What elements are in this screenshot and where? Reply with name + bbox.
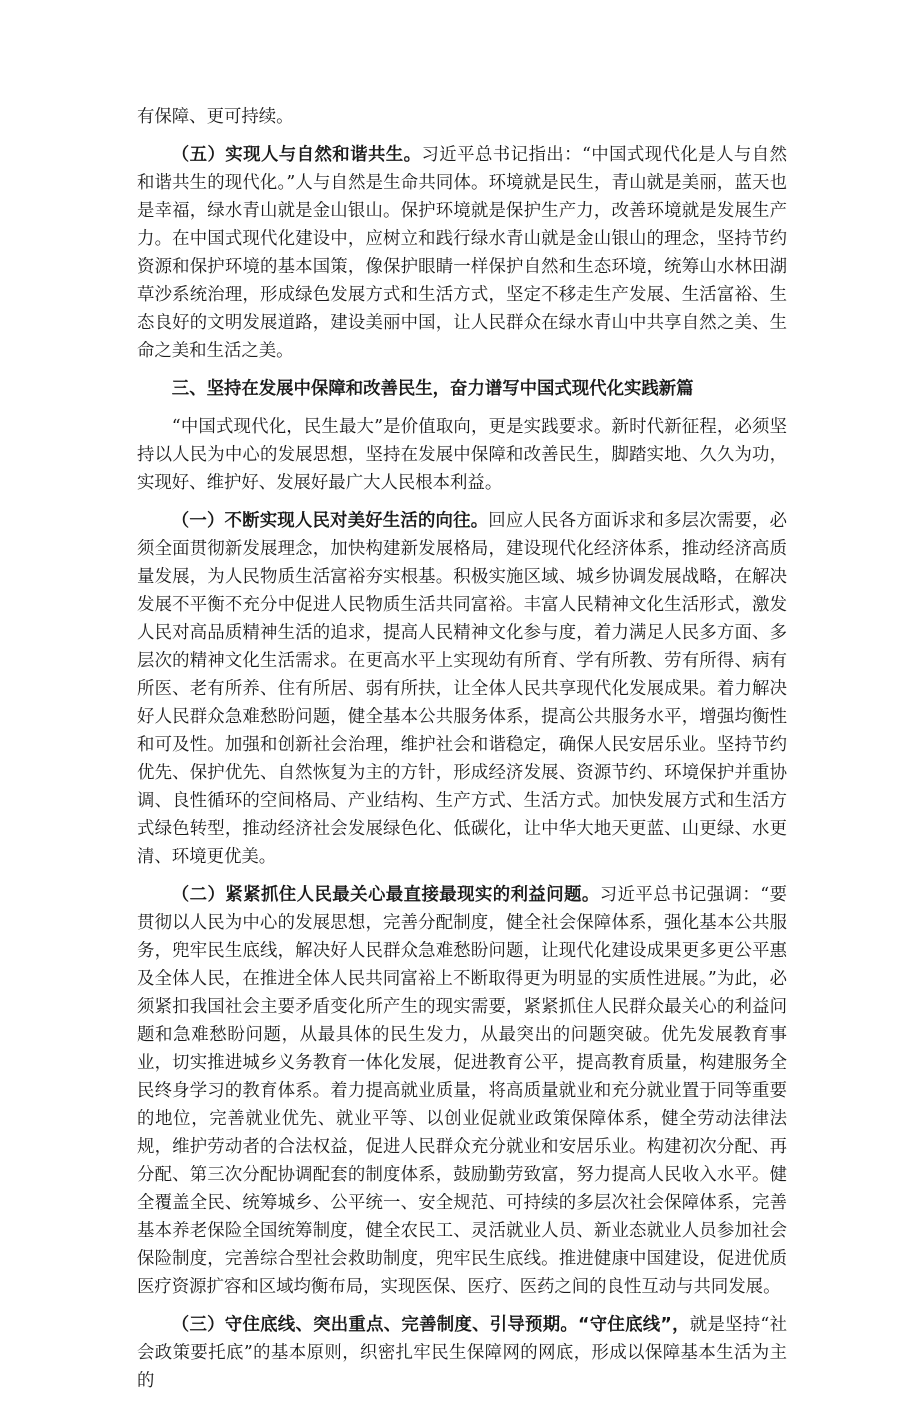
- section-heading: 三、坚持在发展中保障和改善民生，奋力谱写中国式现代化实践新篇: [171, 379, 694, 399]
- paragraph-better-life: [137, 507, 787, 871]
- paragraph-lead: （五）实现人与自然和谐共生。: [171, 145, 422, 165]
- paragraph-lead: （三）守住底线、突出重点、完善制度、引导预期。“守住底线”，: [171, 1315, 690, 1335]
- paragraph-text: 有保障、更可持续。: [137, 107, 294, 127]
- paragraph-lead: （一）不断实现人民对美好生活的向往。: [171, 511, 489, 531]
- paragraph-interest-issues: [137, 881, 787, 1301]
- paragraph-lead: （二）紧紧抓住人民最关心最直接最现实的利益问题。: [171, 885, 600, 905]
- paragraph-continuation: [137, 103, 787, 131]
- paragraph-bottom-line: [137, 1311, 787, 1395]
- paragraph-text: 习近平总书记强调：“要贯彻以人民为中心的发展思想，完善分配制度，健全社会保障体系，强化基本公共服务，兜牢民生底线，解决好人民群众急难愁盼问题，让现代化建设成果更多更公平惠及全体人民，在推进全体人民共同富裕上不断取得更为明显的实质性进展。”为此，必须紧扣我国社会主要矛盾变化所产生的现实需要，紧紧抓住人民群众最关心的利益问题和急难愁盼问题，从最具体的民生发力，从最突出的问题突破。优先发展教育事业，切实推进城乡义务教育一体化发展，促进教育公平，提高教育质量，构建服务全民终身学习的教育体系。着力提高就业质量，将高质量就业和充分就业置于同等重要的地位，完善就业优先、就业平等、以创业促就业政策保障体系，健全劳动法律法规，维护劳动者的合法权益，促进人民群众充分就业和安居乐业。构建初次分配、再分配、第三次分配协调配套的制度体系，鼓励勤劳致富，努力提高人民收入水平。健全覆盖全民、统筹城乡、公平统一、安全规范、可持续的多层次社会保障体系，完善基本养老保险全国统筹制度，健全农民工、灵活就业人员、新业态就业人员参加社会保险制度，完善综合型社会救助制度，兜牢民生底线。推进健康中国建设，促进优质医疗资源扩容和区域均衡布局，实现医保、医疗、医药之间的良性互动与共同发展。: [137, 885, 787, 1297]
- paragraph-text: “中国式现代化，民生最大”是价值取向，更是实践要求。新时代新征程，必须坚持以人民为中心的发展思想，坚持在发展中保障和改善民生，脚踏实地、久久为功，实现好、维护好、发展好最广大人民根本利益。: [137, 417, 787, 493]
- document-page: [137, 103, 787, 1405]
- paragraph-harmony-with-nature: [137, 141, 787, 365]
- paragraph-text: 回应人民各方面诉求和多层次需要，必须全面贯彻新发展理念，加快构建新发展格局，建设现代化经济体系，推动经济高质量发展，为人民物质生活富裕夯实根基。积极实施区域、城乡协调发展战略，在解决发展不平衡不充分中促进人民物质生活共同富裕。丰富人民精神文化生活形式，激发人民对高品质精神生活的追求，提高人民精神文化参与度，着力满足人民多方面、多层次的精神文化生活需求。在更高水平上实现幼有所育、学有所教、劳有所得、病有所医、老有所养、住有所居、弱有所扶，让全体人民共享现代化发展成果。着力解决好人民群众急难愁盼问题，健全基本公共服务体系，提高公共服务水平，增强均衡性和可及性。加强和创新社会治理，维护社会和谐稳定，确保人民安居乐业。坚持节约优先、保护优先、自然恢复为主的方针，形成经济发展、资源节约、环境保护并重协调、良性循环的空间格局、产业结构、生产方式、生活方式。加快发展方式和生活方式绿色转型，推动经济社会发展绿色化、低碳化，让中华大地天更蓝、山更绿、水更清、环境更优美。: [137, 511, 787, 867]
- paragraph-text: 习近平总书记指出：“中国式现代化是人与自然和谐共生的现代化。”人与自然是生命共同体。环境就是民生，青山就是美丽，蓝天也是幸福，绿水青山就是金山银山。保护环境就是保护生产力，改善环境就是发展生产力。在中国式现代化建设中，应树立和践行绿水青山就是金山银山的理念，坚持节约资源和保护环境的基本国策，像保护眼睛一样保护自然和生态环境，统筹山水林田湖草沙系统治理，形成绿色发展方式和生活方式，坚定不移走生产发展、生活富裕、生态良好的文明发展道路，建设美丽中国，让人民群众在绿水青山中共享自然之美、生命之美和生活之美。: [137, 145, 787, 361]
- paragraph-text: 就是坚持“社会政策要托底”的基本原则，织密扎牢民生保障网的网底，形成以保障基本生活为主的: [137, 1315, 787, 1391]
- paragraph-section-intro: [137, 413, 787, 497]
